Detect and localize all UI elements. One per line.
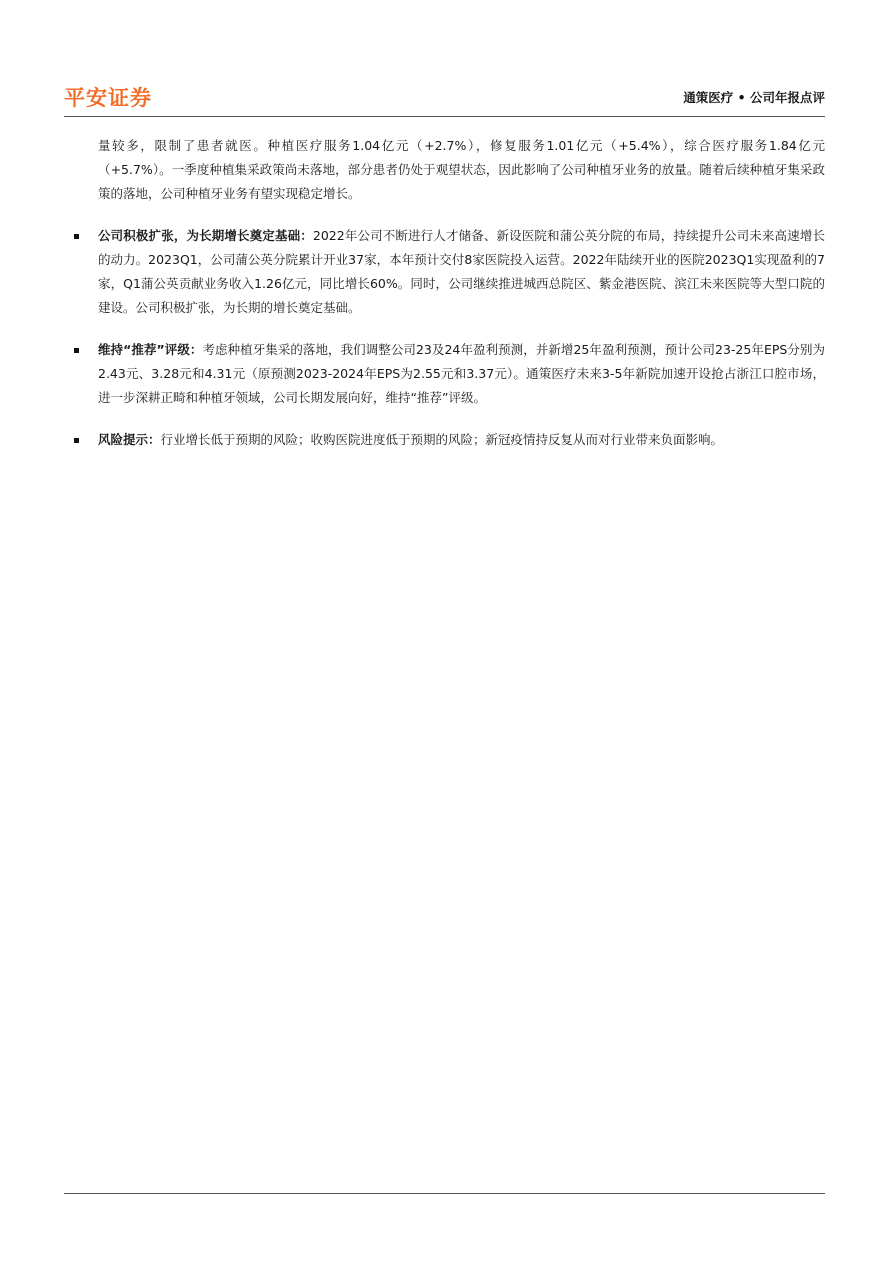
- bullet-square-icon: [74, 438, 79, 443]
- bullet-paragraph-risk: [72, 428, 825, 452]
- bullet-paragraph-expansion: [72, 224, 825, 320]
- paragraph-text: 考虑种植牙集采的落地，我们调整公司23及24年盈利预测，并新增25年盈利预测，预计公司23-25年EPS分别为2.43元、3.28元和4.31元（原预测2023-2024年EPS为2.55元和3.37元）。通策医疗未来3-5年新院加速开设抢占浙江口腔市场，进一步深耕正畸和种植牙领域，公司长期发展向好，维持“推荐”评级。: [98, 342, 825, 405]
- brand-logo: 平安证券: [64, 86, 152, 110]
- paragraph-text: 行业增长低于预期的风险；收购医院进度低于预期的风险；新冠疫情持反复从而对行业带来负面影响。: [160, 432, 724, 447]
- page-header: [64, 80, 825, 116]
- bullet-square-icon: [74, 234, 79, 239]
- bullet-paragraph-rating: [72, 338, 825, 410]
- paragraph-text: 量较多，限制了患者就医。种植医疗服务1.04亿元（+2.7%），修复服务1.01亿元（+5.4%），综合医疗服务1.84亿元（+5.7%）。一季度种植集采政策尚未落地，部分患者仍处于观望状态，因此影响了公司种植牙业务的放量。随着后续种植牙集采政策的落地，公司种植牙业务有望实现稳定增长。: [98, 138, 825, 201]
- paragraph-text: 2022年公司不断进行人才储备、新设医院和蒲公英分院的布局，持续提升公司未来高速增长的动力。2023Q1，公司蒲公英分院累计开业37家，本年预计交付8家医院投入运营。2022年陆续开业的医院2023Q1实现盈利的7家，Q1蒲公英贡献业务收入1.26亿元，同比增长60%。同时，公司继续推进城西总院区、紫金港医院、滨江未来医院等大型口院的建设。公司积极扩张，为长期的增长奠定基础。: [98, 228, 825, 315]
- footer-divider: [64, 1193, 825, 1194]
- header-divider: [64, 116, 825, 117]
- report-body: [72, 134, 825, 470]
- report-title: 通策医疗 • 公司年报点评: [683, 90, 825, 105]
- bullet-square-icon: [74, 348, 79, 353]
- paragraph-lead: 风险提示：: [98, 432, 161, 447]
- paragraph-lead: 维持“推荐”评级：: [98, 342, 203, 357]
- paragraph-continued: [72, 134, 825, 206]
- paragraph-lead: 公司积极扩张，为长期增长奠定基础：: [98, 228, 313, 243]
